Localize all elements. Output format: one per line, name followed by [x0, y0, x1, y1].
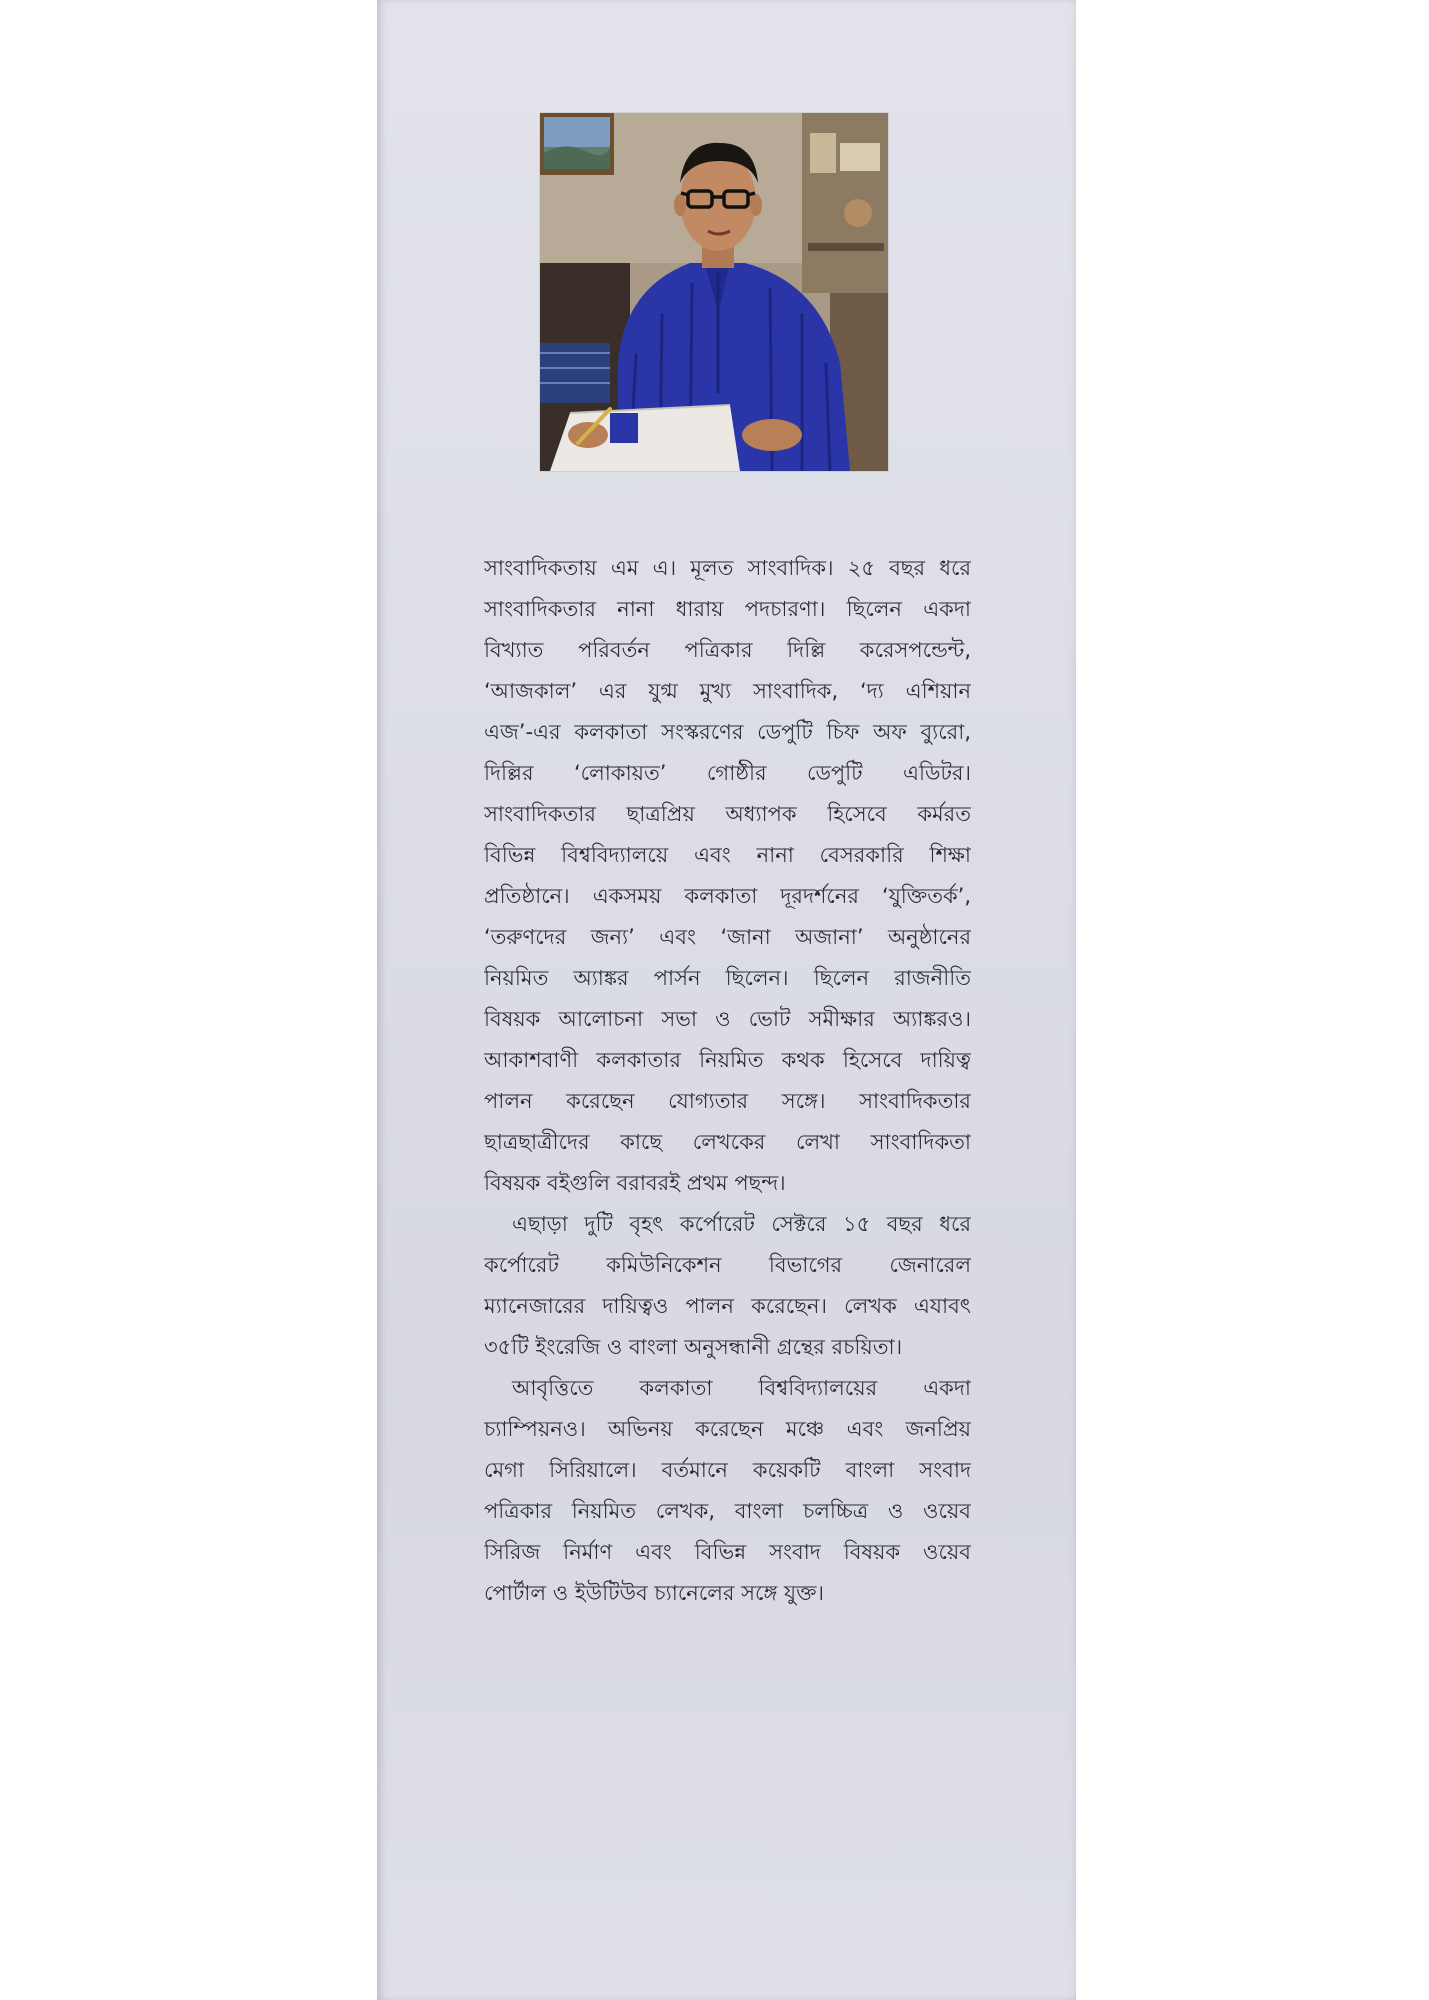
wall-painting: [540, 113, 614, 175]
bio-line: ‘তরুণদের জন্য’ এবং ‘জানা অজানা’ অনুষ্ঠানের: [484, 925, 971, 949]
bio-line: মেগা সিরিয়ালে। বর্তমানে কয়েকটি বাংলা সংবাদ: [484, 1458, 971, 1482]
bio-line: বিভিন্ন বিশ্ববিদ্যালয়ে এবং নানা বেসরকারি শিক্ষা: [484, 843, 971, 867]
bio-line: পালন করেছেন যোগ্যতার সঙ্গে। সাংবাদিকতার: [484, 1089, 971, 1113]
bio-line: প্রতিষ্ঠানে। একসময় কলকাতা দূরদর্শনের ‘যুক্তিতর্ক’,: [484, 884, 971, 908]
bio-line: দিল্লির ‘লোকায়ত’ গোষ্ঠীর ডেপুটি এডিটর।: [484, 761, 971, 785]
bio-line: বিষয়ক আলোচনা সভা ও ভোট সমীক্ষার অ্যাঙ্করও।: [484, 1007, 971, 1031]
bio-line: সাংবাদিকতার ছাত্রপ্রিয় অধ্যাপক হিসেবে কর্মরত: [484, 802, 971, 826]
bio-line: সাংবাদিকতায় এম এ। মূলত সাংবাদিক। ২৫ বছর ধরে: [484, 556, 971, 580]
bio-line: পত্রিকার নিয়মিত লেখক, বাংলা চলচ্চিত্র ও ওয়েব: [484, 1499, 971, 1523]
bio-line: বিখ্যাত পরিবর্তন পত্রিকার দিল্লি করেসপন্ডেন্ট,: [484, 638, 971, 662]
bio-line: এছাড়া দুটি বৃহৎ কর্পোরেট সেক্টরে ১৫ বছর ধরে: [512, 1212, 971, 1236]
bio-line: আকাশবাণী কলকাতার নিয়মিত কথক হিসেবে দায়িত্ব: [484, 1048, 971, 1072]
bio-line: ‘আজকাল’ এর যুগ্ম মুখ্য সাংবাদিক, ‘দ্য এশিয়ান: [484, 679, 971, 703]
bio-line: ৩৫টি ইংরেজি ও বাংলা অনুসন্ধানী গ্রন্থের রচয়িতা।: [484, 1335, 903, 1359]
bio-line: পোর্টাল ও ইউটিউব চ্যানেলের সঙ্গে যুক্ত।: [484, 1581, 825, 1605]
bio-line: বিষয়ক বইগুলি বরাবরই প্রথম পছন্দ।: [484, 1171, 786, 1195]
author-photo: [540, 113, 888, 471]
bio-line: সাংবাদিকতার নানা ধারায় পদচারণা। ছিলেন একদা: [484, 597, 971, 621]
bio-line: সিরিজ নির্মাণ এবং বিভিন্ন সংবাদ বিষয়ক ওয়েব: [484, 1540, 971, 1564]
bio-line: এজ’-এর কলকাতা সংস্করণের ডেপুটি চিফ অফ ব্যুরো,: [484, 720, 971, 744]
bio-paragraph: [484, 548, 971, 1204]
bio-paragraph: [484, 1368, 971, 1614]
bio-line: আবৃত্তিতে কলকাতা বিশ্ববিদ্যালয়ের একদা: [512, 1376, 971, 1400]
author-bio: [484, 548, 971, 1614]
bio-line: ম্যানেজারের দায়িত্বও পালন করেছেন। লেখক এযাবৎ: [484, 1294, 971, 1318]
bio-line: কর্পোরেট কমিউনিকেশন বিভাগের জেনারেল: [484, 1253, 971, 1277]
bio-line: ছাত্রছাত্রীদের কাছে লেখকের লেখা সাংবাদিকতা: [484, 1130, 971, 1154]
bio-line: নিয়মিত অ্যাঙ্কর পার্সন ছিলেন। ছিলেন রাজনীতি: [484, 966, 971, 990]
bio-paragraph: [484, 1204, 971, 1368]
bio-line: চ্যাম্পিয়নও। অভিনয় করেছেন মঞ্চে এবং জনপ্রিয়: [484, 1417, 971, 1441]
